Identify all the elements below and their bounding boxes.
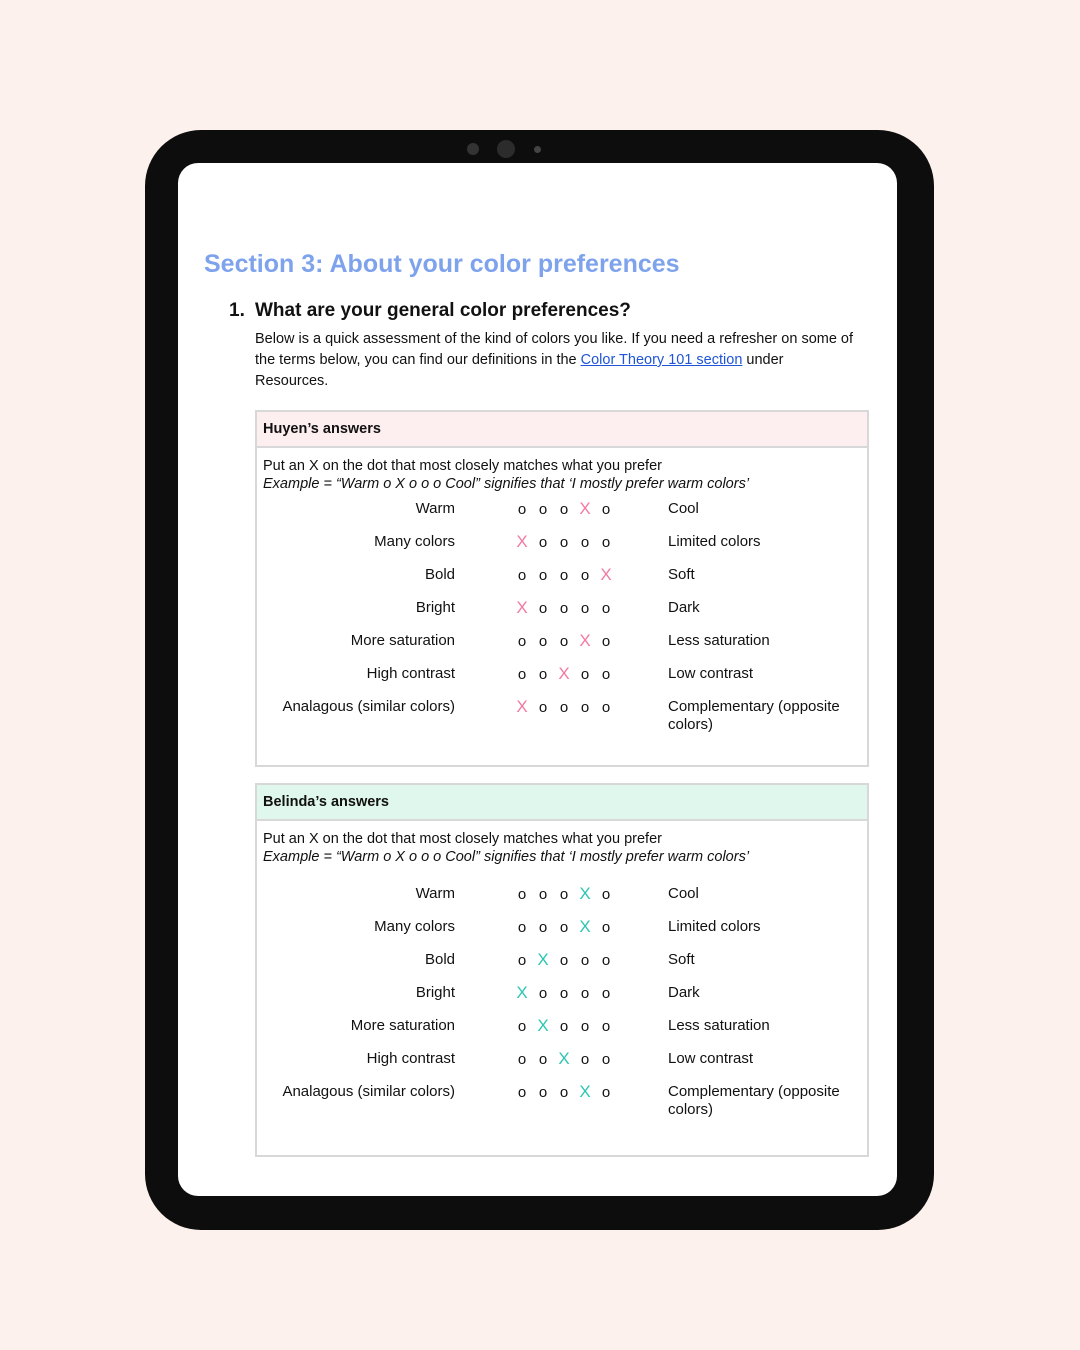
scale-right-label: Soft [668,951,695,968]
scale-dot[interactable] [515,1050,529,1070]
scale-right-label: Low contrast [668,665,754,682]
scale-dot[interactable] [536,665,550,685]
scale-left-label: Bold [424,951,455,968]
rating-scale [515,951,615,971]
section-title: Section 3: About your color preferences [204,250,680,278]
scale-dot[interactable] [578,599,592,619]
scale-left-label: High contrast [366,665,455,682]
camera-bar [145,142,934,156]
scale-dot[interactable] [515,566,529,586]
scale-dot[interactable] [578,1017,592,1037]
scale-dot[interactable] [557,533,571,553]
scale-left-label: Analagous (similar colors) [282,1083,455,1100]
scale-right-label: Less saturation [668,632,770,649]
scale-dot[interactable] [599,984,613,1004]
scale-left-label: High contrast [366,1050,455,1067]
scale-row [257,984,867,1017]
selected-x-mark[interactable]: X [516,983,528,1002]
selected-x-mark[interactable]: X [537,950,549,969]
rating-scale [515,1050,615,1070]
light-sensor-icon [534,146,541,153]
scale-dot[interactable] [599,1083,613,1103]
scale-dot[interactable] [599,533,613,553]
card-example: Example = “Warm o X o o o Cool” signifies that ‘I mostly prefer warm colors’ [263,476,750,492]
rating-scale [515,698,615,718]
scale-dot[interactable] [578,533,592,553]
intro-text: Below is a quick assessment of the kind of colors you like. If you need a refresher on some of the terms below, you can find our definitions in the [255,331,854,368]
scale-dot[interactable] [536,533,550,553]
scale-left-label: Warm [415,500,455,517]
scale-dot[interactable] [557,500,571,520]
scale-dot[interactable] [578,566,592,586]
scale-right-label: Cool [668,885,699,902]
scale-dot[interactable] [557,951,571,971]
scale-row [257,632,867,665]
rating-scale [515,632,615,652]
rating-scale [515,918,615,938]
scale-dot[interactable] [557,632,571,652]
scale-dot[interactable] [515,1083,529,1103]
scale-row [257,1017,867,1050]
scale-left-label: Warm [415,885,455,902]
scale-left-label: Bright [415,599,455,616]
scale-dot[interactable] [536,599,550,619]
scale-dot[interactable] [536,566,550,586]
scale-dot[interactable] [515,918,529,938]
scale-dot[interactable] [536,1083,550,1103]
selected-x-mark[interactable]: X [516,697,528,716]
card-example: Example = “Warm o X o o o Cool” signifies that ‘I mostly prefer warm colors’ [263,849,750,865]
scale-dot[interactable] [536,632,550,652]
scale-row [257,533,867,566]
selected-x-mark[interactable]: X [579,884,591,903]
question-intro [255,329,855,392]
scale-dot[interactable] [599,885,613,905]
rating-scale [515,566,615,586]
scale-right-label: Limited colors [668,918,761,935]
scale-row [257,665,867,698]
selected-x-mark[interactable]: X [579,499,591,518]
scale-dot[interactable] [557,918,571,938]
scale-dot[interactable] [599,665,613,685]
scale-right-label: Complementary (opposite colors) [668,1083,840,1118]
scale-dot[interactable] [599,698,613,718]
scale-dot[interactable] [578,698,592,718]
scale-right-label: Less saturation [668,1017,770,1034]
intro-text-end: under Resources. [255,352,784,389]
scale-dot[interactable] [515,885,529,905]
scale-dot[interactable] [557,599,571,619]
sensor-icon [467,143,479,155]
selected-x-mark[interactable]: X [579,917,591,936]
scale-dot[interactable] [515,1017,529,1037]
rating-scale [515,984,615,1004]
selected-x-mark[interactable]: X [600,565,612,584]
card-heading: Huyen’s answers [257,412,867,448]
scale-dot[interactable] [536,918,550,938]
rating-scale [515,1083,615,1103]
scale-dot[interactable] [557,984,571,1004]
scale-dot[interactable] [599,918,613,938]
scale-dot[interactable] [578,1050,592,1070]
scale-dot[interactable] [578,665,592,685]
scale-row [257,885,867,918]
selected-x-mark[interactable]: X [516,598,528,617]
question-number: 1. [229,300,245,321]
scale-right-label: Limited colors [668,533,761,550]
scale-dot[interactable] [599,951,613,971]
rating-scale [515,1017,615,1037]
scale-dot[interactable] [536,698,550,718]
selected-x-mark[interactable]: X [579,631,591,650]
scale-row [257,566,867,599]
rating-scale [515,599,615,619]
color-theory-link[interactable]: Color Theory 101 section [580,352,743,368]
scale-rows [257,500,867,731]
scale-row [257,1083,867,1116]
scale-dot[interactable] [599,632,613,652]
scale-dot[interactable] [557,698,571,718]
scale-left-label: Bold [424,566,455,583]
scale-row [257,1050,867,1083]
scale-dot[interactable] [515,665,529,685]
scale-row [257,698,867,731]
scale-dot[interactable] [536,500,550,520]
scale-dot[interactable] [557,885,571,905]
camera-icon [497,140,515,158]
scale-dot[interactable] [536,1050,550,1070]
scale-left-label: More saturation [350,1017,455,1034]
scale-right-label: Low contrast [668,1050,754,1067]
scale-right-label: Soft [668,566,695,583]
scale-dot[interactable] [578,984,592,1004]
scale-row [257,500,867,533]
scale-row [257,918,867,951]
scale-dot[interactable] [557,566,571,586]
scale-right-label: Cool [668,500,699,517]
answer-card-belinda [255,783,869,1157]
scale-dot[interactable] [536,885,550,905]
selected-x-mark[interactable]: X [558,664,570,683]
scale-dot[interactable] [515,951,529,971]
rating-scale [515,500,615,520]
selected-x-mark[interactable]: X [516,532,528,551]
rating-scale [515,533,615,553]
rating-scale [515,885,615,905]
scale-row [257,599,867,632]
scale-right-label: Complementary (opposite colors) [668,698,840,733]
scale-dot[interactable] [578,951,592,971]
scale-dot[interactable] [557,1017,571,1037]
card-instruction: Put an X on the dot that most closely matches what you prefer [263,831,662,847]
answer-card-huyen [255,410,869,767]
selected-x-mark[interactable]: X [579,1082,591,1101]
scale-dot[interactable] [515,632,529,652]
scale-left-label: Bright [415,984,455,1001]
scale-dot[interactable] [599,599,613,619]
selected-x-mark[interactable]: X [558,1049,570,1068]
scale-right-label: Dark [668,599,700,616]
scale-right-label: Dark [668,984,700,1001]
card-heading: Belinda’s answers [257,785,867,821]
tablet-frame [145,130,934,1230]
scale-rows [257,885,867,1116]
scale-dot[interactable] [599,500,613,520]
scale-row [257,951,867,984]
scale-dot[interactable] [536,984,550,1004]
scale-dot[interactable] [599,1050,613,1070]
scale-left-label: Many colors [374,918,455,935]
scale-left-label: Analagous (similar colors) [282,698,455,715]
scale-dot[interactable] [557,1083,571,1103]
document-screen [178,163,897,1196]
scale-dot[interactable] [599,1017,613,1037]
card-instruction: Put an X on the dot that most closely matches what you prefer [263,458,662,474]
selected-x-mark[interactable]: X [537,1016,549,1035]
question-title: What are your general color preferences? [255,300,631,321]
rating-scale [515,665,615,685]
scale-dot[interactable] [515,500,529,520]
scale-left-label: More saturation [350,632,455,649]
scale-left-label: Many colors [374,533,455,550]
